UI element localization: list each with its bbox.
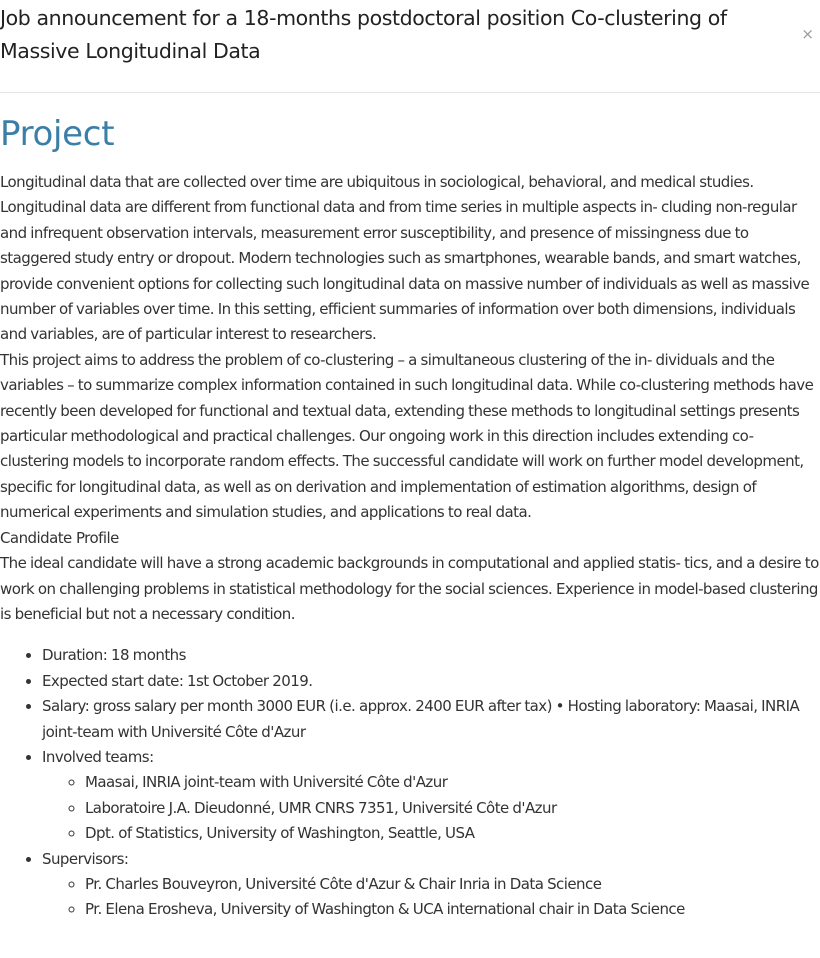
duration-item: • Duration: 18 months	[42, 643, 820, 668]
modal-title: Job announcement for a 18-months postdoctoral position Co-clustering of Massive Longitudinal Data	[0, 6, 727, 63]
involved-teams-label: Involved teams:	[42, 747, 154, 766]
supervisor-item: ◦ Pr. Charles Bouveyron, Université Côte d'Azur & Chair Inria in Data Science	[85, 872, 820, 897]
modal-header	[0, 0, 820, 93]
salary-item: • Salary: gross salary per month 3000 EUR (i.e. approx. 2400 EUR after tax) • Hosting laboratory: Maasai, INRIA joint-team with Université Côte d'Azur	[42, 694, 820, 745]
supervisors-label: Supervisors:	[42, 849, 129, 868]
position-details-list	[0, 643, 820, 922]
involved-teams-item	[42, 745, 820, 847]
close-button[interactable]: ×	[801, 25, 814, 43]
supervisor-item: ◦ Pr. Elena Erosheva, University of Washington & UCA international chair in Data Science	[85, 897, 820, 922]
project-heading: Project	[0, 114, 115, 154]
team-item: ◦ Maasai, INRIA joint-team with Université Côte d'Azur	[85, 770, 820, 795]
teams-list	[42, 770, 820, 846]
supervisors-item	[42, 847, 820, 923]
team-item: ◦ Dpt. of Statistics, University of Washington, Seattle, USA	[85, 821, 820, 846]
candidate-profile-heading: Candidate Profile	[0, 528, 119, 547]
candidate-profile-paragraph: The ideal candidate will have a strong academic backgrounds in computational and applied statis- tics, and a desire to work on challenging problems in statistical methodology for the social sciences. Experience in model-based clustering is beneficial but not a necessary condition.	[0, 554, 819, 623]
project-paragraph-2: This project aims to address the problem of co-clustering – a simultaneous clustering of the in- dividuals and the variables – to summarize complex information contained in such longitudinal data. While co-clustering methods have recently been developed for functional and textual data, extending these methods to longitudinal settings presents particular methodological and practical challenges. Our ongoing work in this direction includes extending co-clustering models to incorporate random effects. The successful candidate will work on further model development, specific for longitudinal data, as well as on derivation and implementation of estimation algorithms, design of numerical experiments and simulation studies, and applications to real data.	[0, 350, 814, 522]
team-item: ◦ Laboratoire J.A. Dieudonné, UMR CNRS 7351, Université Côte d'Azur	[85, 796, 820, 821]
supervisors-list	[42, 872, 820, 923]
project-paragraph-1: Longitudinal data that are collected over time are ubiquitous in sociological, behavioral, and medical studies. Longitudinal data are different from functional data and from time series in multiple aspects in- cluding non-regular and infrequent observation intervals, measurement error susceptibility, and presence of missingness due to staggered study entry or dropout. Modern technologies such as smartphones, wearable bands, and smart watches, provide convenient options for collecting such longitudinal data on massive number of individuals as well as massive number of variables over time. In this setting, efficient summaries of information over both dimensions, individuals and variables, are of particular interest to researchers.	[0, 173, 810, 344]
modal-body	[0, 112, 820, 923]
start-date-item: • Expected start date: 1st October 2019.	[42, 669, 820, 694]
